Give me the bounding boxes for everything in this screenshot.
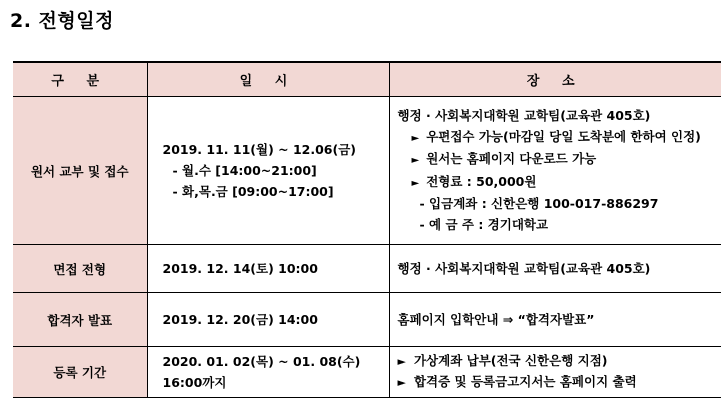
place-bullet bbox=[398, 127, 722, 150]
place-line: 원서는 홈페이지 다운로드 가능 bbox=[426, 151, 597, 166]
header-category: 구 분 bbox=[13, 62, 147, 97]
row-datetime bbox=[147, 293, 389, 347]
row-label: 등록 기간 bbox=[13, 347, 147, 398]
place-bullet bbox=[398, 149, 722, 172]
row-datetime bbox=[147, 245, 389, 293]
table-row bbox=[13, 97, 721, 245]
table-row bbox=[13, 347, 721, 398]
triangle-right-icon: ► bbox=[411, 155, 420, 166]
place-line: 합격증 및 등록금고지서는 홈페이지 출력 bbox=[413, 374, 637, 389]
place-line: 전형료 : 50,000원 bbox=[426, 173, 537, 189]
triangle-right-icon: ► bbox=[411, 177, 420, 189]
place-line: 가상계좌 납부(전국 신한은행 지점) bbox=[413, 353, 608, 368]
date-line: - 월.수 [14:00~21:00] bbox=[172, 163, 317, 178]
date-line: - 화,목.금 [09:00~17:00] bbox=[172, 184, 334, 199]
row-datetime bbox=[147, 97, 389, 245]
place-line: 홈페이지 입학안내 ⇒ “합격자발표” bbox=[397, 311, 595, 327]
date-line: 2020. 01. 02(목) ~ 01. 08(수) bbox=[162, 354, 361, 369]
header-datetime: 일 시 bbox=[147, 62, 389, 97]
place-line: - 예 금 주 : 경기대학교 bbox=[419, 216, 549, 232]
place-line: 우편접수 가능(마감일 당일 도착분에 한하여 인정) bbox=[426, 128, 701, 144]
table-row bbox=[13, 245, 721, 293]
table-row bbox=[13, 293, 721, 347]
date-line: 2019. 12. 20(금) 14:00 bbox=[162, 312, 318, 327]
place-line: 행정 · 사회복지대학원 교학팀(교육관 405호) bbox=[397, 108, 651, 123]
date-line: 2019. 11. 11(월) ~ 12.06(금) bbox=[162, 142, 356, 157]
row-datetime bbox=[147, 347, 389, 398]
triangle-right-icon: ► bbox=[397, 376, 406, 389]
place-bullet bbox=[398, 372, 722, 393]
row-location bbox=[389, 293, 721, 347]
row-label: 합격자 발표 bbox=[13, 293, 147, 347]
row-label: 면접 전형 bbox=[13, 245, 147, 293]
triangle-right-icon: ► bbox=[411, 132, 420, 144]
place-bullet bbox=[398, 172, 722, 195]
place-line: - 입금계좌 : 신한은행 100-017-886297 bbox=[419, 196, 659, 211]
header-row bbox=[13, 62, 721, 97]
date-line: 2019. 12. 14(토) 10:00 bbox=[162, 261, 318, 276]
place-line: 행정 · 사회복지대학원 교학팀(교육관 405호) bbox=[397, 260, 651, 276]
row-label: 원서 교부 및 접수 bbox=[13, 97, 147, 245]
date-line: 16:00까지 bbox=[162, 375, 227, 390]
row-location bbox=[389, 97, 721, 245]
section-title: 2. 전형일정 bbox=[10, 10, 114, 32]
place-bullet bbox=[398, 351, 722, 372]
row-location bbox=[389, 245, 721, 293]
schedule-table bbox=[13, 61, 721, 398]
header-location: 장 소 bbox=[389, 62, 721, 97]
row-location bbox=[389, 347, 721, 398]
triangle-right-icon: ► bbox=[397, 355, 406, 368]
